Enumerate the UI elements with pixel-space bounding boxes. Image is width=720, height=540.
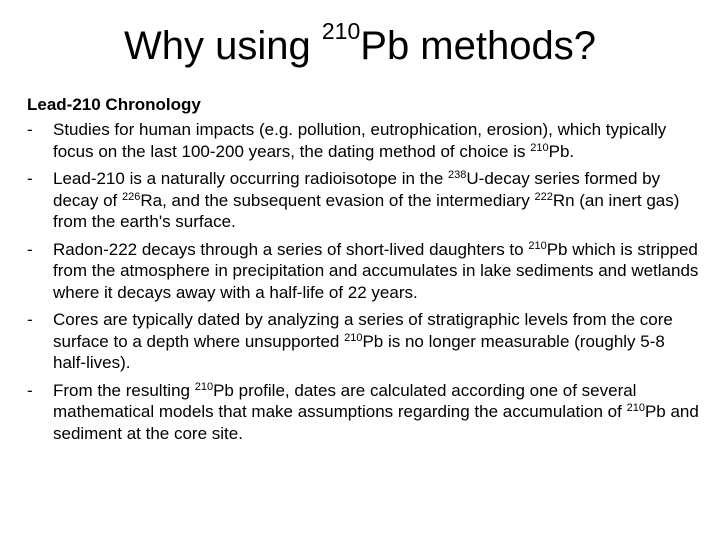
bullet-text	[53, 120, 666, 161]
bullet-text-run: From the resulting	[53, 380, 195, 400]
bullet-text-run: Rn (an inert gas) from the earth's surface.	[53, 190, 680, 231]
bullet-item	[27, 380, 702, 445]
isotope-superscript: 226	[122, 190, 141, 203]
bullet-text-run: Pb.	[548, 141, 575, 161]
bullet-marker: -	[27, 310, 33, 329]
bullet-text-run: Cores are typically dated by analyzing a series of stratigraphic levels from the core surface to a depth where unsupported	[53, 310, 673, 351]
bullet-text-run: U-decay series formed by decay of	[53, 169, 661, 210]
isotope-superscript: 238	[448, 169, 467, 181]
bullet-marker: -	[27, 120, 33, 139]
section-heading: Lead-210 Chronology	[27, 95, 201, 114]
bullet-text-run: Lead-210 is a naturally occurring radioisotope in the	[53, 169, 449, 188]
bullet-list	[27, 119, 702, 450]
slide-title	[0, 18, 720, 74]
isotope-superscript: 210	[344, 331, 363, 344]
bullet-text-run: Ra, and the subsequent evasion of the intermediary	[140, 190, 535, 210]
bullet-marker: -	[27, 169, 33, 188]
bullet-text-run: Studies for human impacts (e.g. pollution, eutrophication, erosion), which typically focus on the last 100-200 years, the dating method of choice is	[53, 120, 667, 161]
bullet-text	[53, 381, 699, 443]
bullet-marker: -	[27, 380, 33, 400]
bullet-item	[27, 309, 702, 374]
bullet-item	[27, 239, 702, 304]
bullet-item	[27, 168, 702, 233]
isotope-superscript: 210	[626, 402, 645, 414]
bullet-item	[27, 119, 702, 162]
bullet-text	[53, 310, 673, 372]
bullet-text-run: Pb profile, dates are calculated according one of several mathematical models that make assumptions regarding the accumulation of	[53, 380, 637, 421]
bullet-marker: -	[27, 239, 33, 259]
bullet-text-run: Radon-222 decays through a series of short-lived daughters to	[53, 239, 529, 259]
title-text-pre: Why using	[124, 24, 322, 68]
isotope-superscript: 210	[530, 141, 549, 154]
bullet-text-run: Pb and sediment at the core site.	[53, 402, 699, 443]
bullet-text	[53, 169, 679, 231]
bullet-text	[53, 240, 698, 302]
title-superscript: 210	[321, 18, 361, 44]
isotope-superscript: 222	[534, 190, 553, 203]
title-text-post: Pb methods?	[360, 24, 596, 68]
bullet-text-run: Pb is no longer measurable (roughly 5-8 half-lives).	[53, 331, 665, 372]
isotope-superscript: 210	[528, 239, 547, 252]
bullet-text-run: Pb which is stripped from the atmosphere in precipitation and accumulates in lake sediments and wetlands where it decays away with a half-life of 22 years.	[53, 239, 699, 302]
isotope-superscript: 210	[194, 380, 214, 393]
